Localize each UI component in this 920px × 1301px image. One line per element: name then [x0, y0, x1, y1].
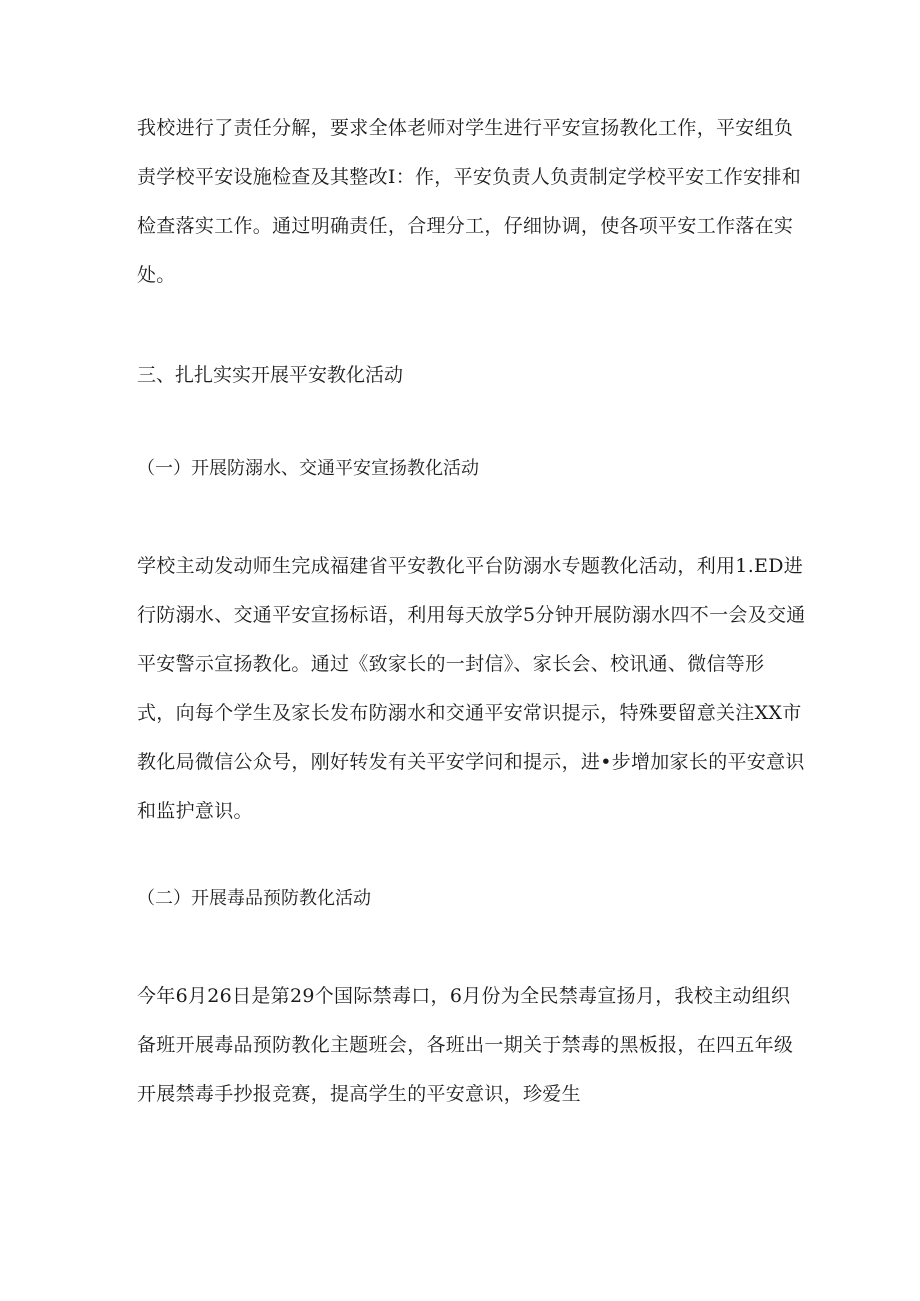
text-line: 备班开展毒品预防教化主题班会，各班出一期关于禁毒的黑板报，在四五年级 [137, 1034, 794, 1056]
text-line: 开展禁毒手抄报竞赛，提高学生的平安意识，珍爱生 [137, 1083, 581, 1105]
section-heading-3: 三、扎扎实实开展平安教化活动 [137, 364, 404, 386]
subsection-heading-1: （一）开展防溺水、交通平安宣扬教化活动 [137, 458, 479, 479]
text-line: 责学校平安设施检查及其整改I：作，平安负责人负责制定学校平安工作安排和 [137, 166, 802, 188]
text-line: 教化局微信公众号，刚好转发有关平安学问和提示，进•步增加家长的平安意识 [137, 751, 805, 773]
text-line: 今年6月26日是第29个国际禁毒口，6月份为全民禁毒宣扬月，我校主动组织 [137, 985, 791, 1007]
text-line: 平安警示宣扬教化。通过《致家长的一封信》、家长会、校讯通、微信等形 [137, 653, 765, 675]
text-line: 行防溺水、交通平安宣扬标语，利用每天放学5分钟开展防溺水四不一会及交通 [137, 604, 806, 626]
text-line: 学校主动发动师生完成福建省平安教化平台防溺水专题教化活动，利用1.ED进 [137, 555, 804, 577]
text-line: 和监护意识。 [137, 800, 253, 822]
subsection-heading-2: （二）开展毒品预防教化活动 [137, 888, 371, 909]
paragraph-responsibility [137, 104, 802, 300]
text-line: 式，向每个学生及家长发布防溺水和交通平安常识提示，特殊要留意关注XX市 [137, 702, 802, 724]
text-line: 处。 [137, 264, 176, 286]
paragraph-drowning-traffic [137, 542, 806, 836]
text-line: 我校进行了责任分解，要求全体老师对学生进行平安宣扬教化工作，平安组负 [137, 117, 794, 139]
paragraph-drug-prevention [137, 972, 794, 1119]
text-line: 检查落实工作。通过明确责任，合理分工，仔细协调，使各项平安工作落在实 [137, 215, 794, 237]
